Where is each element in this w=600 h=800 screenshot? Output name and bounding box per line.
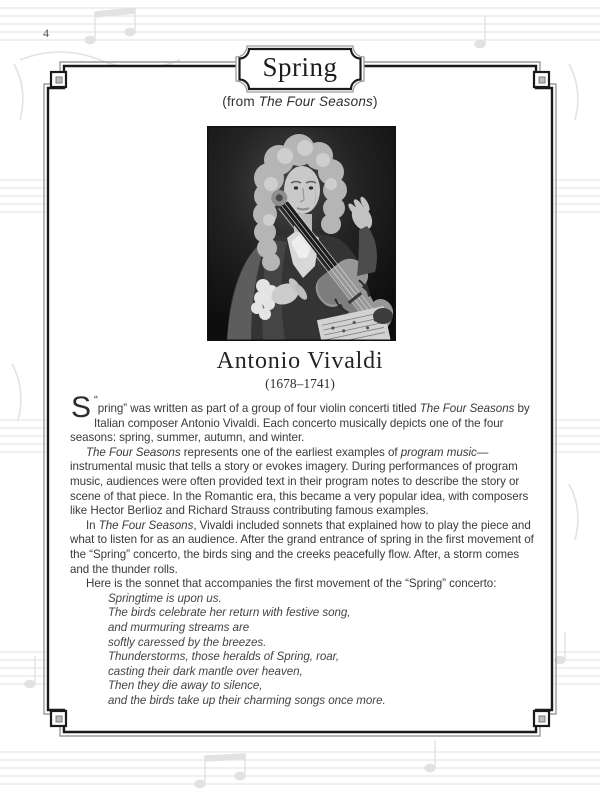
paragraph-1 bbox=[70, 391, 534, 446]
sonnet-line: softly caressed by the breezes. bbox=[108, 635, 267, 649]
sonnet-line: and the birds take up their charming songs once more. bbox=[108, 693, 386, 707]
p3-text: In bbox=[86, 518, 99, 532]
sonnet-line: Then they die away to silence, bbox=[108, 679, 263, 693]
subtitle-work-title: The Four Seasons bbox=[258, 94, 373, 109]
p4-text: Here is the sonnet that accompanies the first movement of the “Spring” concerto: bbox=[86, 577, 497, 591]
paragraph-3 bbox=[70, 519, 534, 577]
sonnet-line: The birds celebrate her return with festive song, bbox=[108, 606, 351, 620]
title-plaque bbox=[233, 44, 367, 94]
sonnet-line: Springtime is upon us. bbox=[108, 591, 222, 605]
sonnet-text bbox=[108, 592, 534, 709]
subtitle-suffix: ) bbox=[373, 94, 378, 109]
vivaldi-portrait bbox=[207, 126, 396, 341]
sonnet-line: Thunderstorms, those heralds of Spring, roar, bbox=[108, 650, 340, 664]
opening-quote: “ bbox=[93, 394, 98, 407]
paragraph-4 bbox=[70, 577, 534, 592]
sonnet-line: casting their dark mantle over heaven, bbox=[108, 664, 303, 678]
drop-cap: S bbox=[71, 391, 91, 424]
p2-text: represents one of the earliest examples of bbox=[180, 445, 401, 459]
paragraph-2 bbox=[70, 446, 534, 519]
p2-italic-term: program music bbox=[400, 445, 477, 459]
page-number: 4 bbox=[43, 26, 49, 40]
subtitle bbox=[0, 94, 600, 109]
subtitle-prefix: (from bbox=[222, 94, 259, 109]
p2-text-2: —instrumental music that tells a story or evokes imagery. During performances of program music, audiences were often provided text in their program notes to describe the story or scene of that piece. In the Romantic era, this became a very popular idea, with composers like Hector Berlioz and Richard Strauss contributing famous examples. bbox=[70, 445, 529, 518]
page-title: Spring bbox=[262, 52, 338, 82]
artist-dates: (1678–1741) bbox=[265, 376, 335, 391]
p1-text: pring” was written as part of a group of four violin concerti titled bbox=[97, 402, 420, 415]
p2-italic-title: The Four Seasons bbox=[86, 445, 181, 459]
sonnet-line: and murmuring streams are bbox=[108, 620, 250, 634]
p3-italic-title: The Four Seasons bbox=[98, 518, 194, 532]
p3-text-2: , Vivaldi included sonnets that explained how to play the piece and what to listen for as an audience. After the grand entrance of spring in the first movement of the “Spring” concerto, the birds sing and the creeks peacefully flow. After, a storm comes and the thunder rolls. bbox=[70, 518, 534, 576]
article-text bbox=[70, 391, 534, 708]
p1-italic-title: The Four Seasons bbox=[419, 402, 515, 415]
artist-name-heading: Antonio Vivaldi bbox=[216, 348, 384, 374]
p1-text-2: by Italian composer Antonio Vivaldi. Each concerto musically depicts one of the four seasons: spring, summer, autumn, and winter. bbox=[70, 402, 530, 445]
